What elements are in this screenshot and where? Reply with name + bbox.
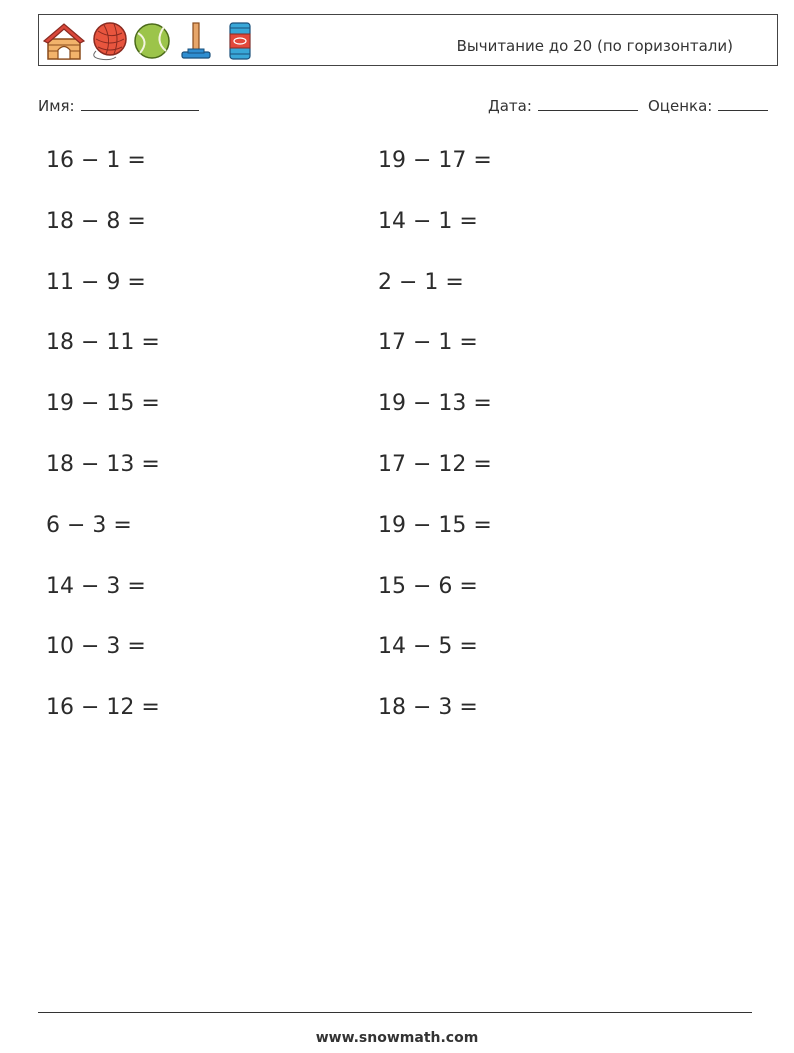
problem: 18 − 8 = [46, 208, 146, 234]
problem-row [46, 626, 766, 687]
doghouse-icon [42, 19, 86, 63]
worksheet-title: Вычитание до 20 (по горизонтали) [456, 37, 733, 55]
problem: 18 − 11 = [46, 330, 160, 356]
grade-label: Оценка: [648, 97, 713, 115]
date-field [488, 94, 638, 115]
problem: 14 − 5 = [378, 634, 478, 660]
problem-row [46, 140, 766, 201]
problem: 19 − 15 = [46, 391, 160, 417]
problem-grid [46, 140, 766, 748]
date-blank[interactable] [538, 94, 638, 111]
problem: 15 − 6 = [378, 573, 478, 599]
footer-divider [38, 1012, 752, 1013]
yarn-ball-icon [86, 19, 130, 63]
problem: 14 − 3 = [46, 573, 146, 599]
name-label: Имя: [38, 97, 75, 115]
problem: 10 − 3 = [46, 634, 146, 660]
problem: 18 − 3 = [378, 695, 478, 721]
problem: 16 − 1 = [46, 148, 146, 173]
problem: 19 − 15 = [378, 512, 492, 538]
problem-row [46, 262, 766, 323]
problem: 6 − 3 = [46, 512, 132, 538]
problem: 11 − 9 = [46, 269, 146, 295]
problem: 17 − 12 = [378, 451, 492, 477]
problem: 19 − 17 = [378, 148, 492, 173]
problem-row [46, 383, 766, 444]
problem-row [46, 687, 766, 748]
cat-food-can-icon [218, 19, 262, 63]
problem-row [46, 566, 766, 627]
problem-row [46, 444, 766, 505]
problem: 17 − 1 = [378, 330, 478, 356]
problem-row [46, 505, 766, 566]
problem: 18 − 13 = [46, 451, 160, 477]
name-field [38, 94, 199, 115]
header-icons [42, 18, 262, 64]
problem: 19 − 13 = [378, 391, 492, 417]
problem: 14 − 1 = [378, 208, 478, 234]
problem: 16 − 12 = [46, 695, 160, 721]
name-blank[interactable] [81, 94, 199, 111]
date-label: Дата: [488, 97, 532, 115]
grade-field [648, 94, 768, 115]
problem-row [46, 322, 766, 383]
problem-row [46, 201, 766, 262]
tennis-ball-icon [130, 19, 174, 63]
grade-blank[interactable] [718, 94, 768, 111]
problem: 2 − 1 = [378, 269, 464, 295]
footer-url: www.snowmath.com [315, 1030, 479, 1046]
scratching-post-icon [174, 19, 218, 63]
header-box [38, 14, 778, 66]
